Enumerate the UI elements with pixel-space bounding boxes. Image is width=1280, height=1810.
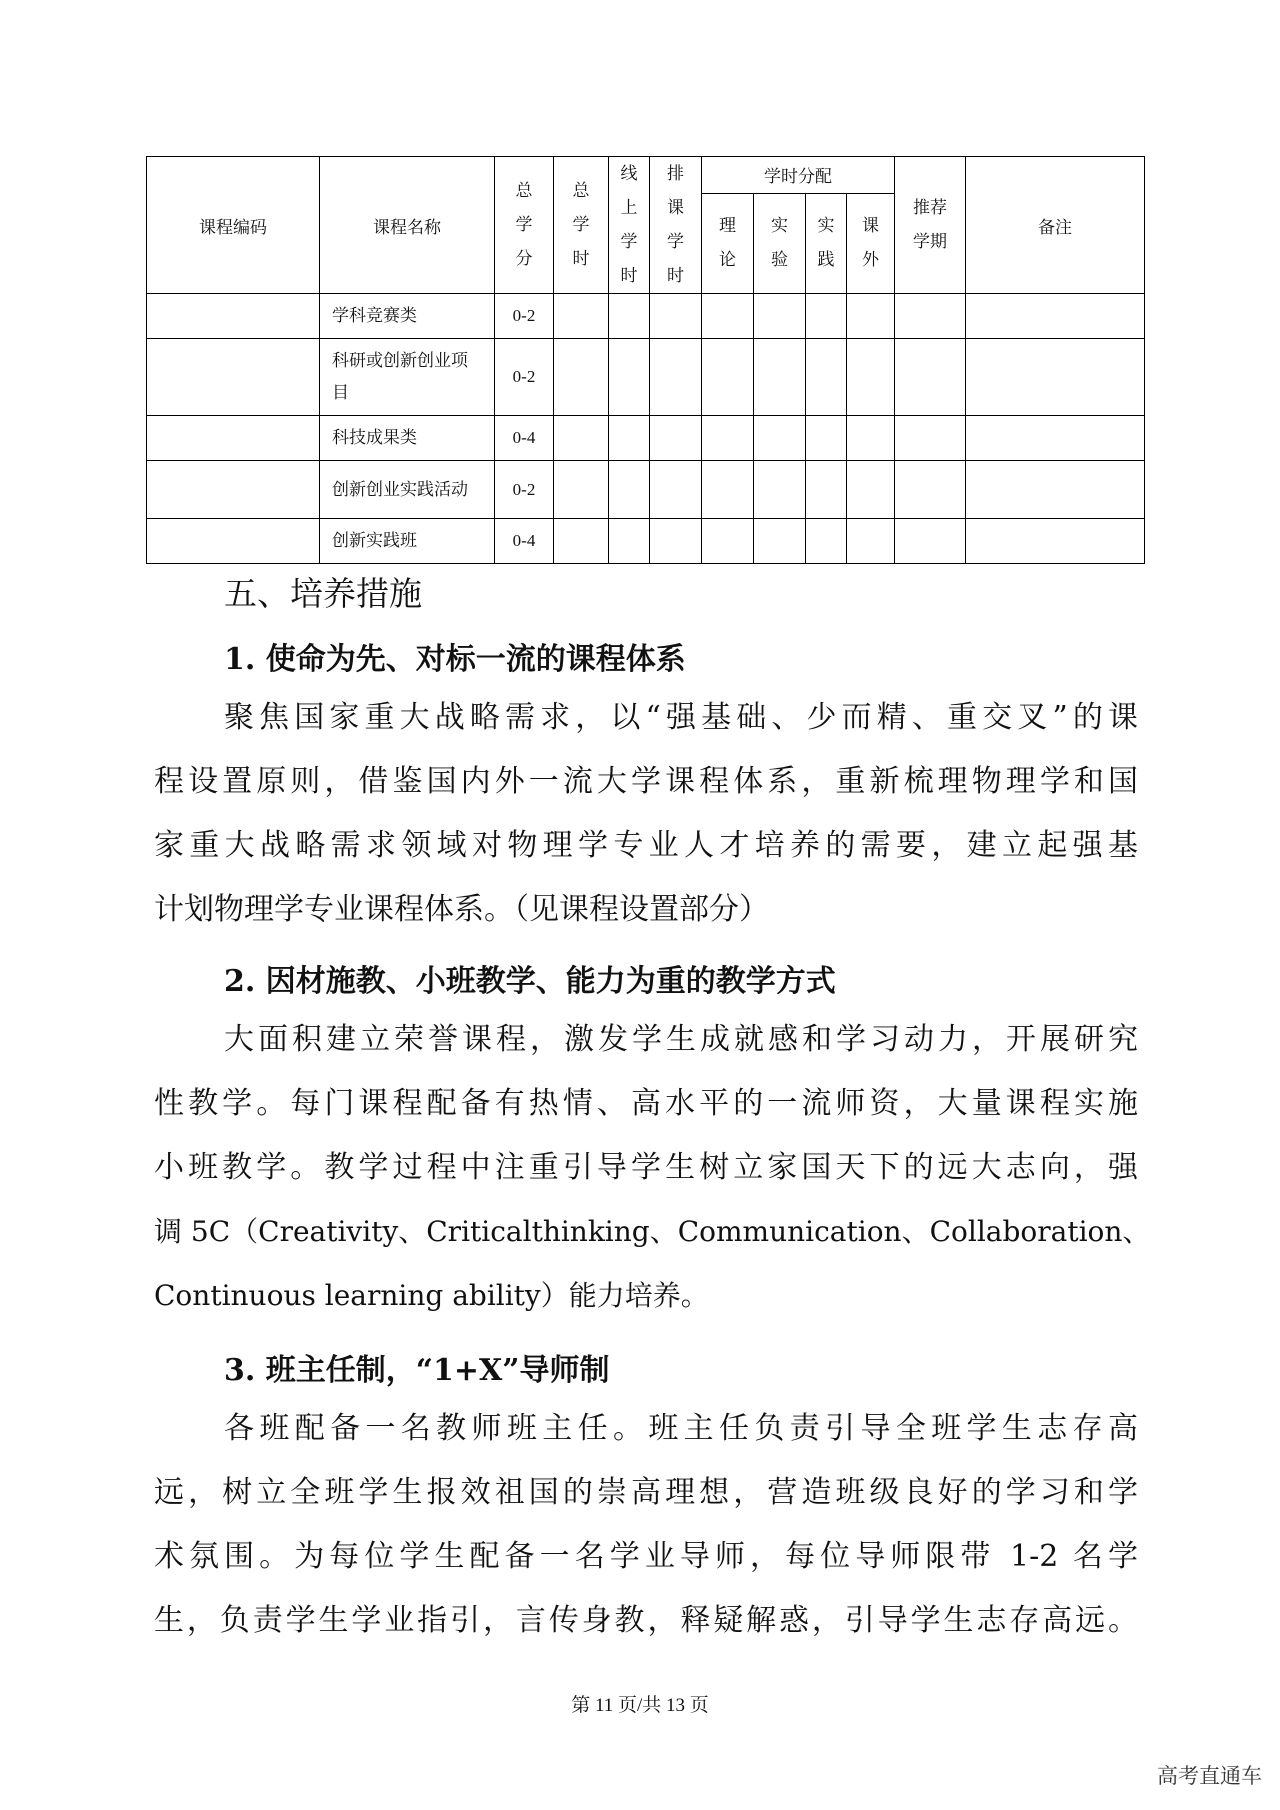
paragraph-2: [154, 1008, 1151, 1328]
empty-cell: [609, 416, 650, 461]
paragraph-line: 生，负责学生学业指引，言传身教，释疑解惑，引导学生志存高远。: [154, 1603, 1138, 1638]
paragraph-line: 小班教学。教学过程中注重引导学生树立家国天下的远大志向，强: [154, 1150, 1138, 1185]
empty-cell: [966, 416, 1145, 461]
header-name: 课程名称: [320, 157, 495, 294]
empty-cell: [147, 461, 320, 519]
table-row: [147, 416, 1145, 461]
header-total-hours: 总 学 时: [554, 157, 609, 294]
empty-cell: [554, 339, 609, 416]
empty-cell: [702, 461, 754, 519]
empty-cell: [754, 461, 806, 519]
table-row: [147, 519, 1145, 564]
table-row: [147, 461, 1145, 519]
empty-cell: [847, 519, 895, 564]
empty-cell: [650, 461, 702, 519]
heading-1: 1. 使命为先、对标一流的课程体系: [224, 642, 686, 677]
paragraph-line: 远，树立全班学生报效祖国的崇高理想，营造班级良好的学习和学: [154, 1475, 1138, 1510]
empty-cell: [806, 294, 847, 339]
header-remarks: 备注: [966, 157, 1145, 294]
section-title: 五、培养措施: [224, 574, 422, 613]
paragraph-line: Continuous learning ability）能力培养。: [154, 1279, 709, 1312]
empty-cell: [609, 519, 650, 564]
page-footer: 第 11 页/共 13 页: [571, 1695, 709, 1716]
course-rows: [147, 294, 1145, 564]
empty-cell: [609, 339, 650, 416]
course-name-cell: 创新实践班: [320, 519, 495, 564]
paragraph-line: 术氛围。为每位学生配备一名学业导师，每位导师限带 1-2 名学: [154, 1539, 1138, 1574]
empty-cell: [650, 294, 702, 339]
empty-cell: [147, 339, 320, 416]
paragraph-line: 大面积建立荣誉课程，激发学生成就感和学习动力，开展研究: [224, 1022, 1138, 1057]
course-credits-cell: 0-2: [495, 339, 554, 416]
paragraph-line: 性教学。每门课程配备有热情、高水平的一流师资，大量课程实施: [154, 1086, 1138, 1121]
header-theory: 理 论: [702, 193, 754, 293]
watermark: 高考直通车: [1157, 1764, 1262, 1788]
empty-cell: [847, 416, 895, 461]
empty-cell: [966, 339, 1145, 416]
course-credits-cell: 0-4: [495, 519, 554, 564]
heading-3: 3. 班主任制，“1+X”导师制: [224, 1353, 610, 1388]
header-code: 课程编码: [147, 157, 320, 294]
empty-cell: [806, 461, 847, 519]
paragraph-line: 调 5C（Creativity、Criticalthinking、Communication、Collaboration、: [154, 1215, 1151, 1248]
course-name-cell: 科研或创新创业项目: [320, 339, 495, 416]
empty-cell: [895, 416, 966, 461]
empty-cell: [966, 461, 1145, 519]
paragraph-1: [154, 686, 1138, 942]
heading-2: 2. 因材施教、小班教学、能力为重的教学方式: [224, 964, 836, 999]
empty-cell: [895, 461, 966, 519]
empty-cell: [650, 339, 702, 416]
header-online-hours: 线 上 学 时: [609, 157, 650, 294]
paragraph-line: 各班配备一名教师班主任。班主任负责引导全班学生志存高: [224, 1411, 1138, 1446]
course-name-cell: 科技成果类: [320, 416, 495, 461]
empty-cell: [847, 339, 895, 416]
course-table: [146, 156, 1145, 564]
paragraph-3: [154, 1397, 1138, 1653]
empty-cell: [806, 416, 847, 461]
paragraph-line: 家重大战略需求领域对物理学专业人才培养的需要，建立起强基: [154, 828, 1138, 863]
empty-cell: [702, 416, 754, 461]
header-practice: 实 践: [806, 193, 847, 293]
empty-cell: [895, 339, 966, 416]
empty-cell: [754, 339, 806, 416]
header-hours-distribution: 学时分配: [702, 157, 895, 194]
course-credits-cell: 0-2: [495, 294, 554, 339]
empty-cell: [147, 294, 320, 339]
empty-cell: [847, 294, 895, 339]
empty-cell: [650, 416, 702, 461]
header-scheduled-hours: 排 课 学 时: [650, 157, 702, 294]
header-experiment: 实 验: [754, 193, 806, 293]
empty-cell: [650, 519, 702, 564]
course-name-cell: 创新创业实践活动: [320, 461, 495, 519]
paragraph-line: 聚焦国家重大战略需求，以“强基础、少而精、重交叉”的课: [224, 700, 1138, 735]
empty-cell: [895, 519, 966, 564]
empty-cell: [754, 416, 806, 461]
empty-cell: [554, 519, 609, 564]
empty-cell: [966, 519, 1145, 564]
paragraph-line: 程设置原则，借鉴国内外一流大学课程体系，重新梳理物理学和国: [154, 764, 1138, 799]
course-credits-cell: 0-4: [495, 416, 554, 461]
empty-cell: [806, 339, 847, 416]
header-extracurricular: 课 外: [847, 193, 895, 293]
empty-cell: [702, 294, 754, 339]
empty-cell: [147, 519, 320, 564]
table-row: [147, 339, 1145, 416]
empty-cell: [895, 294, 966, 339]
paragraph-line: 计划物理学专业课程体系。（见课程设置部分）: [154, 892, 769, 927]
empty-cell: [554, 416, 609, 461]
empty-cell: [847, 461, 895, 519]
header-total-credits: 总 学 分: [495, 157, 554, 294]
table-row: [147, 294, 1145, 339]
empty-cell: [966, 294, 1145, 339]
header-recommended-term: 推荐 学期: [895, 157, 966, 294]
empty-cell: [609, 461, 650, 519]
empty-cell: [702, 519, 754, 564]
course-name-cell: 学科竞赛类: [320, 294, 495, 339]
empty-cell: [702, 339, 754, 416]
course-credits-cell: 0-2: [495, 461, 554, 519]
empty-cell: [554, 294, 609, 339]
empty-cell: [806, 519, 847, 564]
empty-cell: [754, 519, 806, 564]
empty-cell: [147, 416, 320, 461]
empty-cell: [754, 294, 806, 339]
empty-cell: [609, 294, 650, 339]
empty-cell: [554, 461, 609, 519]
